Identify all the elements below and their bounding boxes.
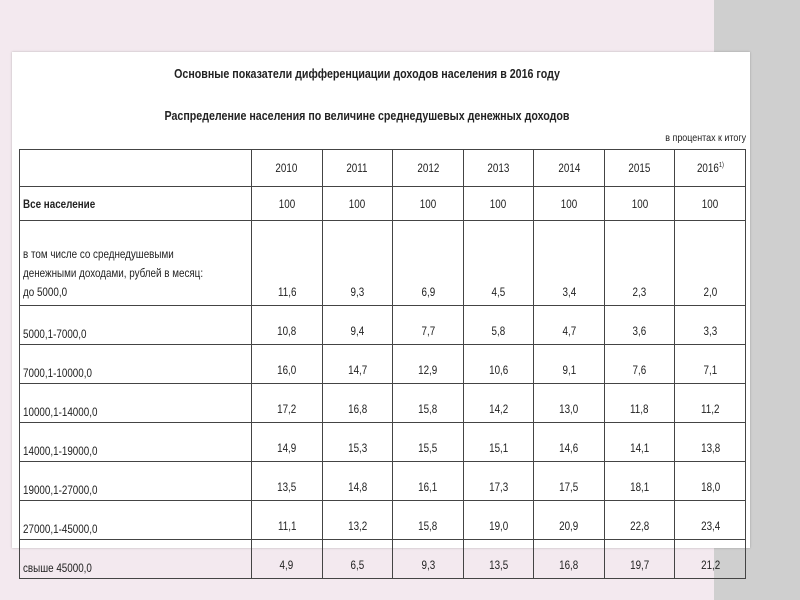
cell-value: 6,5 xyxy=(322,540,393,579)
cell-value: 100 xyxy=(675,187,746,221)
cell-value: 100 xyxy=(393,187,464,221)
table-row xyxy=(20,187,746,221)
cell-value: 21,2 xyxy=(675,540,746,579)
cell-value: 3,6 xyxy=(604,306,675,345)
cell-value: 13,8 xyxy=(675,423,746,462)
cell-value: 18,0 xyxy=(675,462,746,501)
row-label: 19000,1-27000,0 xyxy=(20,462,252,501)
header-year: 2014 xyxy=(534,150,605,187)
cell-value: 13,2 xyxy=(322,501,393,540)
table-row xyxy=(20,423,746,462)
cell-value: 13,5 xyxy=(252,462,323,501)
header-year: 2012 xyxy=(393,150,464,187)
cell-value: 2,0 xyxy=(675,221,746,306)
header-year: 2011 xyxy=(322,150,393,187)
cell-value: 7,6 xyxy=(604,345,675,384)
table-row xyxy=(20,345,746,384)
group-header-line: денежными доходами, рублей в месяц: xyxy=(23,266,204,280)
table-row xyxy=(20,501,746,540)
cell-value: 10,8 xyxy=(252,306,323,345)
document-sheet xyxy=(12,52,750,575)
cell-value: 13,5 xyxy=(463,540,534,579)
cell-value: 100 xyxy=(604,187,675,221)
cell-value: 5,8 xyxy=(463,306,534,345)
cell-value: 4,7 xyxy=(534,306,605,345)
table-subtitle: Распределение населения по величине среднедушевых денежных доходов xyxy=(164,108,570,123)
cell-value: 7,7 xyxy=(393,306,464,345)
cell-value: 14,1 xyxy=(604,423,675,462)
cell-value: 14,2 xyxy=(463,384,534,423)
cell-value: 16,8 xyxy=(322,384,393,423)
cell-value: 3,3 xyxy=(675,306,746,345)
cell-value: 9,4 xyxy=(322,306,393,345)
cell-value: 15,8 xyxy=(393,384,464,423)
cell-value: 16,1 xyxy=(393,462,464,501)
row-label: 10000,1-14000,0 xyxy=(20,384,252,423)
cell-value: 9,3 xyxy=(393,540,464,579)
header-year: 2010 xyxy=(252,150,323,187)
row-label: в том числе со среднедушевыми денежными доходами, рублей в месяц: до 5000,0 xyxy=(20,221,252,306)
cell-value: 14,9 xyxy=(252,423,323,462)
cell-value: 16,0 xyxy=(252,345,323,384)
cell-value: 20,9 xyxy=(534,501,605,540)
cell-value: 17,5 xyxy=(534,462,605,501)
row-label: свыше 45000,0 xyxy=(20,540,252,579)
row-label: 7000,1-10000,0 xyxy=(20,345,252,384)
cell-value: 17,3 xyxy=(463,462,534,501)
cell-value: 14,8 xyxy=(322,462,393,501)
cell-value: 12,9 xyxy=(393,345,464,384)
cell-value: 2,3 xyxy=(604,221,675,306)
cell-value: 15,8 xyxy=(393,501,464,540)
document-title: Основные показатели дифференциации доходов населения в 2016 году xyxy=(174,66,560,81)
row-label: 5000,1-7000,0 xyxy=(20,306,252,345)
cell-value: 22,8 xyxy=(604,501,675,540)
cell-value: 11,8 xyxy=(604,384,675,423)
cell-value: 100 xyxy=(252,187,323,221)
cell-value: 9,3 xyxy=(322,221,393,306)
cell-value: 17,2 xyxy=(252,384,323,423)
cell-value: 11,1 xyxy=(252,501,323,540)
cell-value: 15,5 xyxy=(393,423,464,462)
cell-value: 16,8 xyxy=(534,540,605,579)
cell-value: 11,2 xyxy=(675,384,746,423)
cell-value: 100 xyxy=(534,187,605,221)
row-label: 14000,1-19000,0 xyxy=(20,423,252,462)
cell-value: 19,7 xyxy=(604,540,675,579)
table-row xyxy=(20,540,746,579)
cell-value: 14,6 xyxy=(534,423,605,462)
cell-value: 100 xyxy=(463,187,534,221)
group-header-line: в том числе со среднедушевыми xyxy=(23,247,174,261)
table-header-row xyxy=(20,150,746,187)
cell-value: 14,7 xyxy=(322,345,393,384)
cell-value: 4,9 xyxy=(252,540,323,579)
cell-value: 9,1 xyxy=(534,345,605,384)
table-row xyxy=(20,384,746,423)
cell-value: 23,4 xyxy=(675,501,746,540)
cell-value: 6,9 xyxy=(393,221,464,306)
header-year: 2016$^{1)}$ xyxy=(675,150,746,187)
footnote-mark: 1) xyxy=(718,162,724,169)
header-year: 2015 xyxy=(604,150,675,187)
cell-value: 19,0 xyxy=(463,501,534,540)
cell-value: 7,1 xyxy=(675,345,746,384)
cell-value: 100 xyxy=(322,187,393,221)
cell-value: 4,5 xyxy=(463,221,534,306)
table-row xyxy=(20,462,746,501)
row-label: Все население xyxy=(20,187,252,221)
cell-value: 18,1 xyxy=(604,462,675,501)
income-distribution-table xyxy=(19,149,746,579)
cell-value: 15,3 xyxy=(322,423,393,462)
header-corner xyxy=(20,150,252,187)
cell-value: 3,4 xyxy=(534,221,605,306)
header-year: 2013 xyxy=(463,150,534,187)
cell-value: 10,6 xyxy=(463,345,534,384)
cell-value: 13,0 xyxy=(534,384,605,423)
table-row xyxy=(20,306,746,345)
row-label: 27000,1-45000,0 xyxy=(20,501,252,540)
cell-value: 11,6 xyxy=(252,221,323,306)
cell-value: 15,1 xyxy=(463,423,534,462)
table-row xyxy=(20,221,746,306)
units-note: в процентах к итогу xyxy=(665,132,746,144)
